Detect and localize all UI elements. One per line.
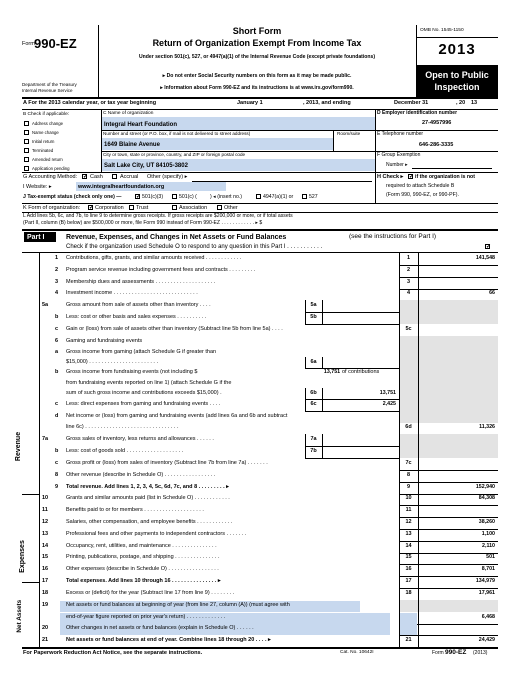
l19a-box-shade (400, 600, 418, 612)
l5b-text: Less: cost or other basis and sales expenses . . . . . . . . . . (66, 314, 207, 320)
l7b-sub-mid (322, 446, 323, 458)
l6d2-text: line 6c) . . . . . . . . . . . . . . . . . . . . . . . . . . . . . . . (66, 424, 179, 430)
l15-text: Printing, publications, postage, and shipping . . . . . . . . . . . . . . . (66, 554, 220, 560)
l8-number: 8 (55, 472, 59, 478)
form-number: 990-EZ (34, 36, 77, 51)
l17-box-label: 17 (405, 578, 412, 584)
l6-text: Gaming and fundraising events (66, 338, 143, 344)
l6c-amount[interactable]: 2,425 (382, 401, 396, 407)
section-b-label: B Check if applicable: (23, 112, 70, 117)
paperwork-notice: For Paperwork Reduction Act Notice, see the separate instructions. (23, 650, 203, 656)
footer-form-number: 990-EZ (445, 649, 467, 656)
cash-checkbox[interactable] (82, 174, 87, 179)
gross-receipts-line1: L Add lines 5b, 6c, and 7b, to line 9 to determine gross receipts. If gross receipts are $200,000 or more, or if total assets (23, 213, 293, 219)
l21-text: Net assets or fund balances at end of year. Combine lines 18 through 20 . . . . ▸ (66, 637, 271, 643)
status-501c-checkbox[interactable] (172, 194, 177, 199)
section-a-label: A For the 2013 calendar year, or tax year beginning (23, 100, 157, 106)
l7a-text: Gross sales of inventory, less returns and allowances . . . . . . (66, 436, 214, 442)
l18-amount[interactable]: 17,961 (478, 590, 495, 596)
l15-rule (399, 564, 498, 565)
l6b1-number: b (55, 369, 59, 375)
l7b-amount-shade (419, 446, 498, 458)
l6b1-amount-shade (419, 367, 498, 379)
l14-box-label: 14 (405, 543, 412, 549)
part1-schedule-o-checkbox[interactable] (485, 244, 490, 249)
l7a-sub-rule (305, 446, 399, 447)
l7a-sub-mid (322, 434, 323, 446)
l6b2-box-shade (400, 379, 418, 388)
l6b3-box-label: 6b (310, 390, 317, 396)
l1-number: 1 (55, 255, 59, 261)
l1-text: Contributions, gifts, grants, and similar amounts received . . . . . . . . . . . . (66, 255, 242, 261)
l7a-box-label: 7a (310, 436, 317, 442)
l6b3-sub-mid (322, 388, 323, 399)
l7b-sub-rule (305, 458, 399, 459)
l6b-inline-amount[interactable]: 13,751 (323, 369, 341, 375)
tax-year: 2013 (438, 41, 476, 58)
accrual-label: Accrual (120, 174, 139, 180)
l6b2-text: from fundraising events reported on line 1) (attach Schedule G if the (66, 380, 232, 386)
l8-box-label: 8 (406, 472, 411, 478)
l7a-box-shade (400, 434, 418, 446)
l3-rule (399, 289, 498, 290)
address-change-label: Address change (32, 121, 64, 126)
footer-year: (2013) (473, 650, 488, 656)
l7c-box-label: 7c (405, 460, 412, 466)
irs-label: Internal Revenue Service (22, 88, 73, 93)
association-label: Association (179, 205, 208, 211)
l16-box-label: 16 (405, 566, 412, 572)
l13-rule (399, 541, 498, 542)
schedule-b-check-label: H Check ▸ (377, 174, 404, 180)
status-insert-label: ) ◂ (insert no.) (210, 194, 243, 200)
l17-number: 17 (42, 578, 49, 584)
tax-exempt-status-label: J Tax-exempt status (check only one) — (23, 194, 122, 200)
l5c-number: c (55, 326, 59, 332)
l1-box-label: 1 (406, 255, 411, 261)
amended-return-checkbox[interactable] (24, 157, 29, 162)
open-public-label: Open to Public Inspection (425, 70, 489, 93)
street-value[interactable]: 1649 Blaine Avenue (104, 142, 160, 148)
l6a2-box-label: 6a (310, 359, 317, 365)
l2-box-label: 2 (406, 267, 411, 273)
part1-tag: Part I (27, 234, 45, 241)
l6a1-box-shade (400, 348, 418, 357)
net-assets-side-label: Net Assets (16, 599, 24, 633)
form-subtitle: Under section 501(c), 527, or 4947(a)(1) of the Internal Revenue Code (except private foundations) (138, 54, 376, 60)
website-value[interactable]: www.integralheartfoundation.org (78, 184, 165, 190)
ein-value[interactable]: 27-4957996 (422, 120, 452, 126)
application-pending-label: Application pending (32, 166, 70, 171)
address-change-checkbox[interactable] (24, 121, 29, 126)
l20-text: Other changes in net assets or fund balances (explain in Schedule O) . . . . . . (66, 625, 254, 631)
l8-text: Other revenue (describe in Schedule O) . . . . . . . . . . . . . . . . . (66, 472, 216, 478)
l6a1-text: Gross income from gaming (attach Schedule G if greater than (66, 349, 217, 355)
l19b-box-highlight (400, 613, 417, 624)
l20-box-highlight (400, 624, 417, 635)
l6c-amount-shade (419, 399, 498, 411)
l15-amount[interactable]: 501 (486, 554, 495, 560)
l6b1-text: Gross income from fundraising events (not including $ (66, 369, 198, 375)
accrual-checkbox[interactable] (112, 174, 117, 179)
part1-schedule-o-check: Check if the organization used Schedule O to respond to any question in this Part I . . . . . . . . . . . (66, 244, 323, 250)
l16-text: Other expenses (describe in Schedule O) . . . . . . . . . . . . . . . . . (66, 566, 219, 572)
l18-box-label: 18 (405, 590, 412, 596)
end-year[interactable]: 13 (471, 100, 478, 106)
l6a1-number: a (55, 349, 59, 355)
group-exemption-label: F Group Exemption (377, 152, 421, 158)
l6b3-sub-rule (305, 399, 399, 400)
end-year-prefix: , 20 (456, 100, 466, 106)
l6a2-text: $15,000) . . . . . . . . . . . . . . . . . . . . . . . (66, 359, 159, 365)
l20-rule (399, 635, 498, 636)
l9-number: 9 (55, 484, 59, 490)
l13-text: Professional fees and other payments to independent contractors . . . . . . . (66, 531, 247, 537)
form-990ez-page (15, 25, 498, 661)
status-501c3-checkbox[interactable] (135, 194, 140, 199)
l1-rule (399, 265, 498, 266)
dept-treasury: Department of the Treasury (22, 82, 77, 87)
l6b2-amount-shade (419, 379, 498, 388)
l6b3-box-shade (400, 388, 418, 399)
amended-return-label: Amended return (32, 157, 63, 162)
part1-title: Revenue, Expenses, and Changes in Net Assets or Fund Balances (66, 234, 287, 241)
l14-number: 14 (42, 543, 49, 549)
l6a2-sub-mid (322, 357, 323, 368)
trust-label: Trust (136, 205, 149, 211)
ein-label: D Employer identification number (377, 110, 458, 116)
l5a-text: Gross amount from sale of assets other than inventory . . . . (66, 302, 211, 308)
l10-box-label: 10 (405, 495, 412, 501)
l2-text: Program service revenue including government fees and contracts . . . . . . . . . (66, 267, 256, 273)
l6d2-box-label: 6d (405, 424, 412, 430)
l3-box-label: 3 (406, 279, 411, 285)
cat-number: Cat. No. 10642I (340, 650, 374, 655)
l5a-amount-shade (419, 300, 498, 312)
gross-receipts-line2: (Part II, column (B) below) are $500,000 or more, file Form 990 instead of Form 990-EZ . . . . . . . . . . . . ▸ $ (23, 220, 263, 226)
status-527-label: 527 (309, 194, 318, 200)
l6-number: 6 (55, 338, 59, 344)
accounting-method-label: G Accounting Method: (23, 174, 78, 180)
other-method-label: Other (specify) ▸ (147, 174, 188, 180)
l16-rule (399, 576, 498, 577)
l9-box-label: 9 (406, 484, 411, 490)
phone-value[interactable]: 646-286-3335 (419, 142, 454, 148)
status-501c3-label: 501(c)(3) (142, 194, 164, 200)
l11-box-label: 11 (405, 507, 412, 513)
l14-text: Occupancy, rent, utilities, and maintenance . . . . . . . . . . . . . . . (66, 543, 217, 549)
l21-rule (399, 647, 498, 648)
l19b-amount[interactable]: 6,468 (481, 614, 495, 620)
expenses-side-label: Expenses (18, 540, 26, 573)
l10-text: Grants and similar amounts paid (list in Schedule O) . . . . . . . . . . . . (66, 495, 230, 501)
l7a-amount-shade (419, 434, 498, 446)
l14-amount[interactable]: 2,110 (482, 543, 495, 549)
l2-number: 2 (55, 267, 59, 273)
l21-box-label: 21 (405, 637, 412, 643)
l13-amount[interactable]: 1,100 (481, 531, 495, 537)
l19a-text: Net assets or fund balances at beginning of year (from line 27, column (A)) (must agree with (66, 602, 290, 608)
l12-box-label: 12 (405, 519, 412, 525)
l9-amount[interactable]: 152,940 (475, 484, 495, 490)
l6c-text: Less: direct expenses from gaming and fundraising events . . . . (66, 401, 221, 407)
l2-rule (399, 277, 498, 278)
l5c-text: Gain or (loss) from sale of assets other than inventory (Subtract line 5b from line 5a) . . . . (66, 326, 283, 332)
l10-rule (399, 505, 498, 506)
info-notice: ▸ Information about Form 990-EZ and its instructions is at www.irs.gov/form990. (160, 85, 354, 91)
corporation-checkbox[interactable] (88, 205, 93, 210)
section-a-mid: , 2013, and ending (303, 100, 351, 106)
ssn-notice: ▸ Do not enter Social Security numbers on this form as it may be made public. (162, 73, 352, 79)
l1-amount[interactable]: 141,548 (475, 255, 495, 261)
l6d1-box-shade (400, 411, 418, 423)
corporation-label: Corporation (95, 205, 124, 211)
terminated-checkbox[interactable] (24, 148, 29, 153)
l7b-box-shade (400, 446, 418, 458)
tax-year-end[interactable]: December 31 (394, 100, 429, 106)
l5b-amount-shade (419, 312, 498, 324)
city-value[interactable]: Salt Lake City, UT 84105-3802 (104, 163, 188, 169)
l7b-box-label: 7b (310, 448, 317, 454)
l14-rule (399, 553, 498, 554)
schedule-b-text1: if the organization is not (415, 174, 475, 180)
l11-number: 11 (42, 507, 48, 513)
l6b3-amount-shade (419, 388, 498, 399)
l6b3-amount[interactable]: 13,751 (379, 390, 396, 396)
l5b-box-label: 5b (310, 314, 317, 320)
l21-amount[interactable]: 24,429 (478, 637, 495, 643)
l6b3-text: sum of such gross income and contributions exceeds $15,000) . (66, 390, 222, 396)
status-501c-label: 501(c) ( (179, 194, 197, 200)
revenue-side-label: Revenue (15, 431, 23, 462)
org-name-value[interactable]: Integral Heart Foundation (104, 122, 178, 128)
association-checkbox[interactable] (172, 205, 177, 210)
l15-number: 15 (42, 554, 49, 560)
l15-box-label: 15 (405, 554, 412, 560)
l6-amount-shade (419, 336, 498, 348)
l4-text: Investment income . . . . . . . . . . . . . . . . . . . . . . . . . . . . (66, 290, 198, 296)
l4-number: 4 (55, 290, 59, 296)
l5a-number: 5a (42, 302, 49, 308)
l5a-box-shade (400, 300, 418, 312)
part1-title-note: (see the instructions for Part I) (349, 233, 437, 240)
l6d1-number: d (55, 413, 59, 419)
l6c-number: c (55, 401, 59, 407)
l12-number: 12 (42, 519, 49, 525)
l7b-number: b (55, 448, 59, 454)
phone-label: E Telephone number (377, 131, 424, 137)
org-form-label: K Form of organization: (23, 205, 81, 211)
l19a-amount-shade (419, 600, 498, 612)
l11-text: Benefits paid to or for members . . . . . . . . . . . . . . . . . . . . (66, 507, 204, 513)
street-label: Number and street (or P.O. box, if mail is not delivered to street address) (103, 131, 251, 136)
l17-text: Total expenses. Add lines 10 through 16 . . . . . . . . . . . . . . . ▸ (66, 578, 221, 584)
initial-return-label: Initial return (32, 139, 55, 144)
status-527-checkbox[interactable] (302, 194, 307, 199)
application-pending-checkbox[interactable] (24, 166, 29, 171)
l18-text: Excess or (deficit) for the year (Subtract line 17 from line 9) . . . . . . . . (66, 590, 235, 596)
room-label: Room/suite (337, 131, 361, 136)
form-prefix: Form (22, 41, 35, 47)
l13-number: 13 (42, 531, 49, 537)
l3-number: 3 (55, 279, 59, 285)
cash-label: Cash (90, 174, 103, 180)
l12-rule (399, 529, 498, 530)
l7c-rule (399, 470, 498, 471)
l17-rule (399, 588, 498, 589)
l9-text: Total revenue. Add lines 1, 2, 3, 4, 5c, 6d, 7c, and 8 . . . . . . . . . ▸ (66, 484, 229, 490)
org-name-label: C Name of organization (103, 111, 154, 116)
city-label: City or town, state or province, country, and ZIP or foreign postal code (103, 152, 246, 157)
l6d1-amount-shade (419, 411, 498, 423)
l19b-text: end-of-year figure reported on prior year's return) . . . . . . . . . . . . . (66, 614, 226, 620)
l5b-sub-rule (305, 324, 399, 325)
schedule-b-text2: required to attach Schedule B (386, 183, 455, 189)
l5c-box-label: 5c (405, 326, 412, 332)
l5a-sub-mid (322, 300, 323, 312)
group-exemption-number-label: Number ▸ (386, 162, 408, 168)
footer-form-label: Form (432, 650, 444, 656)
l19a-number: 19 (42, 602, 49, 608)
l6c-sub-mid (322, 399, 323, 411)
l3-text: Membership dues and assessments . . . . . . . . . . . . . . . . . . . . (66, 279, 216, 285)
l4-amount[interactable]: 66 (489, 290, 495, 296)
name-change-label: Name change (32, 130, 59, 135)
other-form-label: Other (224, 205, 238, 211)
l6c-sub-rule (305, 411, 399, 412)
l11-rule (399, 517, 498, 518)
l6a1-amount-shade (419, 348, 498, 357)
l5b-sub-mid (322, 312, 323, 324)
form-title: Return of Organization Exempt From Income Tax (152, 38, 362, 48)
l5b-number: b (55, 314, 59, 320)
omb-number: OMB No. 1545-1150 (420, 28, 464, 33)
l6-box-shade (400, 336, 418, 348)
tax-year-begin[interactable]: January 1 (237, 100, 263, 106)
l10-number: 10 (42, 495, 49, 501)
terminated-label: Terminated (32, 148, 54, 153)
l7c-number: c (55, 460, 59, 466)
l5a-sub-rule (305, 312, 399, 313)
l7c-text: Gross profit or (loss) from sales of inventory (Subtract line 7b from line 7a) . . . . . . . (66, 460, 268, 466)
l6d2-amount[interactable]: 11,326 (479, 424, 495, 430)
schedule-b-checkbox[interactable] (408, 174, 413, 179)
l10-amount[interactable]: 84,308 (478, 495, 495, 501)
l6d1-text: Net income or (loss) from gaming and fundraising events (add lines 6a and 6b and subtract (66, 413, 288, 419)
l17-amount[interactable]: 134,979 (475, 578, 495, 584)
other-form-checkbox[interactable] (217, 205, 222, 210)
name-change-checkbox[interactable] (24, 130, 29, 135)
l12-amount[interactable]: 38,260 (478, 519, 495, 525)
l13-box-label: 13 (405, 531, 412, 537)
schedule-b-text3: (Form 990, 990-EZ, or 990-PF). (386, 192, 459, 198)
l6b1-box-shade (400, 367, 418, 379)
l6b-text-after: of contributions (342, 369, 380, 375)
l16-number: 16 (42, 566, 49, 572)
l7b-text: Less: cost of goods sold . . . . . . . . . . . . . . . . . . . (66, 448, 184, 454)
l12-text: Salaries, other compensation, and employee benefits . . . . . . . . . . . . (66, 519, 233, 525)
l18-number: 18 (42, 590, 49, 596)
l7a-number: 7a (42, 436, 49, 442)
l5b-box-shade (400, 312, 418, 324)
status-4947-label: 4947(a)(1) or (263, 194, 294, 200)
website-label: I Website: ▸ (23, 184, 52, 190)
l4-box-label: 4 (406, 290, 411, 296)
status-4947-checkbox[interactable] (256, 194, 261, 199)
l16-amount[interactable]: 8,701 (481, 566, 495, 572)
l5a-box-label: 5a (310, 302, 317, 308)
trust-checkbox[interactable] (129, 205, 134, 210)
l21-number: 21 (42, 637, 49, 643)
l8-rule (399, 482, 498, 483)
l6c-box-label: 6c (310, 401, 317, 407)
l20-number: 20 (42, 625, 49, 631)
form-title-short: Short Form (232, 26, 282, 36)
initial-return-checkbox[interactable] (24, 139, 29, 144)
l6c-box-shade (400, 399, 418, 411)
